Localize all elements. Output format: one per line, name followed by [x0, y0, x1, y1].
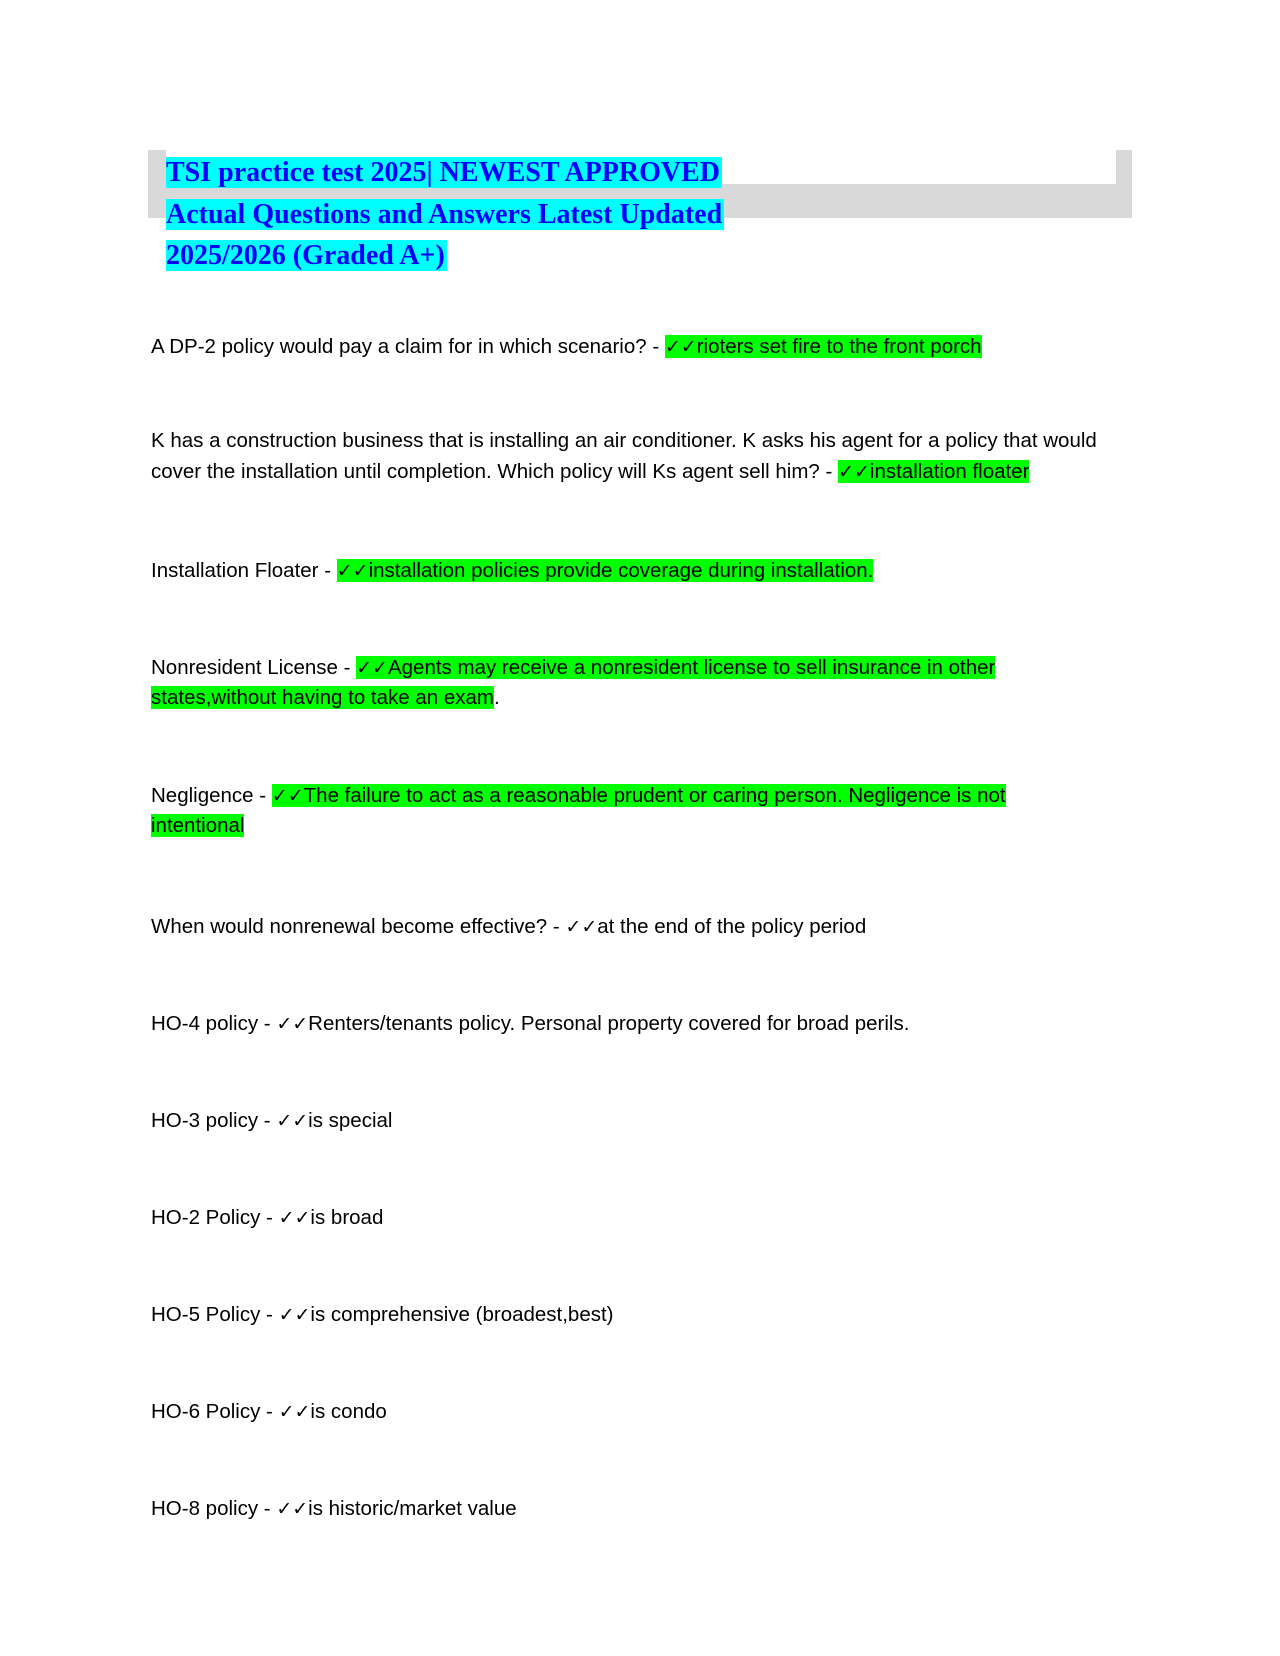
answer-tail: .: [494, 686, 500, 709]
answer-plain: [279, 1400, 387, 1423]
title-line-3: 2025/2026 (Graded A+): [166, 240, 445, 271]
answer-text: Agents may receive a nonresident license to sell insurance in other states,without having to take an exam: [151, 656, 996, 709]
question-text: A DP-2 policy would pay a claim for in which scenario? -: [151, 335, 665, 358]
answer-highlight: [337, 559, 874, 582]
double-check-icon: ✓✓: [278, 1304, 311, 1326]
answer-plain: [279, 1206, 384, 1229]
answer-plain: [276, 1012, 909, 1035]
answer-text: installation floater: [869, 460, 1030, 483]
double-check-icon: ✓✓: [565, 916, 598, 938]
answer-plain: [276, 1497, 516, 1520]
title-line-2: Actual Questions and Answers Latest Updated: [166, 198, 723, 230]
double-check-icon: ✓✓: [276, 1498, 309, 1520]
question-text: HO-8 policy -: [151, 1497, 277, 1520]
answer-highlight: [151, 784, 1006, 837]
qa-item-ho3: [151, 1105, 1131, 1137]
question-text: K has a construction business that is installing an air conditioner. K asks his agent for a policy that would cover the installation until completion. Which policy will Ks agent sell him? -: [151, 429, 1097, 483]
answer-text: installation policies provide coverage during installation.: [368, 559, 874, 582]
answer-text: is broad: [310, 1206, 384, 1229]
qa-item-ho8: [151, 1493, 1131, 1525]
question-text: Nonresident License -: [151, 656, 357, 679]
answer-highlight: [838, 460, 1029, 483]
qa-item-nonrenewal: [151, 911, 1131, 943]
qa-item-installation: [151, 425, 1131, 488]
title-line-1: TSI practice test 2025| NEWEST APPROVED: [166, 157, 720, 188]
question-text: HO-4 policy -: [151, 1012, 277, 1035]
double-check-icon: ✓✓: [271, 785, 304, 807]
double-check-icon: ✓✓: [336, 560, 369, 582]
qa-item-installation-floater: [151, 555, 1131, 587]
double-check-icon: ✓✓: [838, 461, 870, 483]
answer-highlight: [665, 335, 982, 358]
answer-plain: [276, 1109, 392, 1132]
question-text: HO-2 Policy -: [151, 1206, 279, 1229]
question-text: Negligence -: [151, 784, 272, 807]
answer-text: rioters set fire to the front porch: [696, 335, 982, 358]
answer-plain: [279, 1303, 614, 1326]
double-check-icon: ✓✓: [664, 336, 697, 358]
qa-item-ho4: [151, 1008, 1131, 1040]
qa-item-ho5: [151, 1299, 1131, 1331]
double-check-icon: ✓✓: [276, 1110, 309, 1132]
answer-text: is special: [308, 1109, 393, 1132]
double-check-icon: ✓✓: [278, 1401, 311, 1423]
answer-text: Renters/tenants policy. Personal property covered for broad perils.: [308, 1012, 910, 1035]
qa-item-dp2: [151, 331, 1131, 363]
double-check-icon: ✓✓: [278, 1207, 311, 1229]
question-text: HO-5 Policy -: [151, 1303, 279, 1326]
qa-item-ho2: [151, 1202, 1131, 1234]
answer-text: at the end of the policy period: [597, 915, 867, 938]
question-text: When would nonrenewal become effective? -: [151, 915, 566, 938]
qa-item-ho6: [151, 1396, 1131, 1428]
answer-text: The failure to act as a reasonable prudent or caring person. Negligence is not intentional: [151, 784, 1006, 837]
answer-text: is historic/market value: [308, 1497, 517, 1520]
question-text: Installation Floater -: [151, 559, 337, 582]
answer-text: is condo: [310, 1400, 387, 1423]
qa-item-negligence: [151, 781, 1036, 841]
double-check-icon: ✓✓: [276, 1013, 309, 1035]
question-text: HO-6 Policy -: [151, 1400, 279, 1423]
question-text: HO-3 policy -: [151, 1109, 277, 1132]
document-title: [166, 152, 786, 277]
answer-plain: [565, 915, 866, 938]
qa-item-nonresident-license: [151, 653, 1031, 713]
answer-text: is comprehensive (broadest,best): [310, 1303, 614, 1326]
double-check-icon: ✓✓: [356, 657, 388, 679]
